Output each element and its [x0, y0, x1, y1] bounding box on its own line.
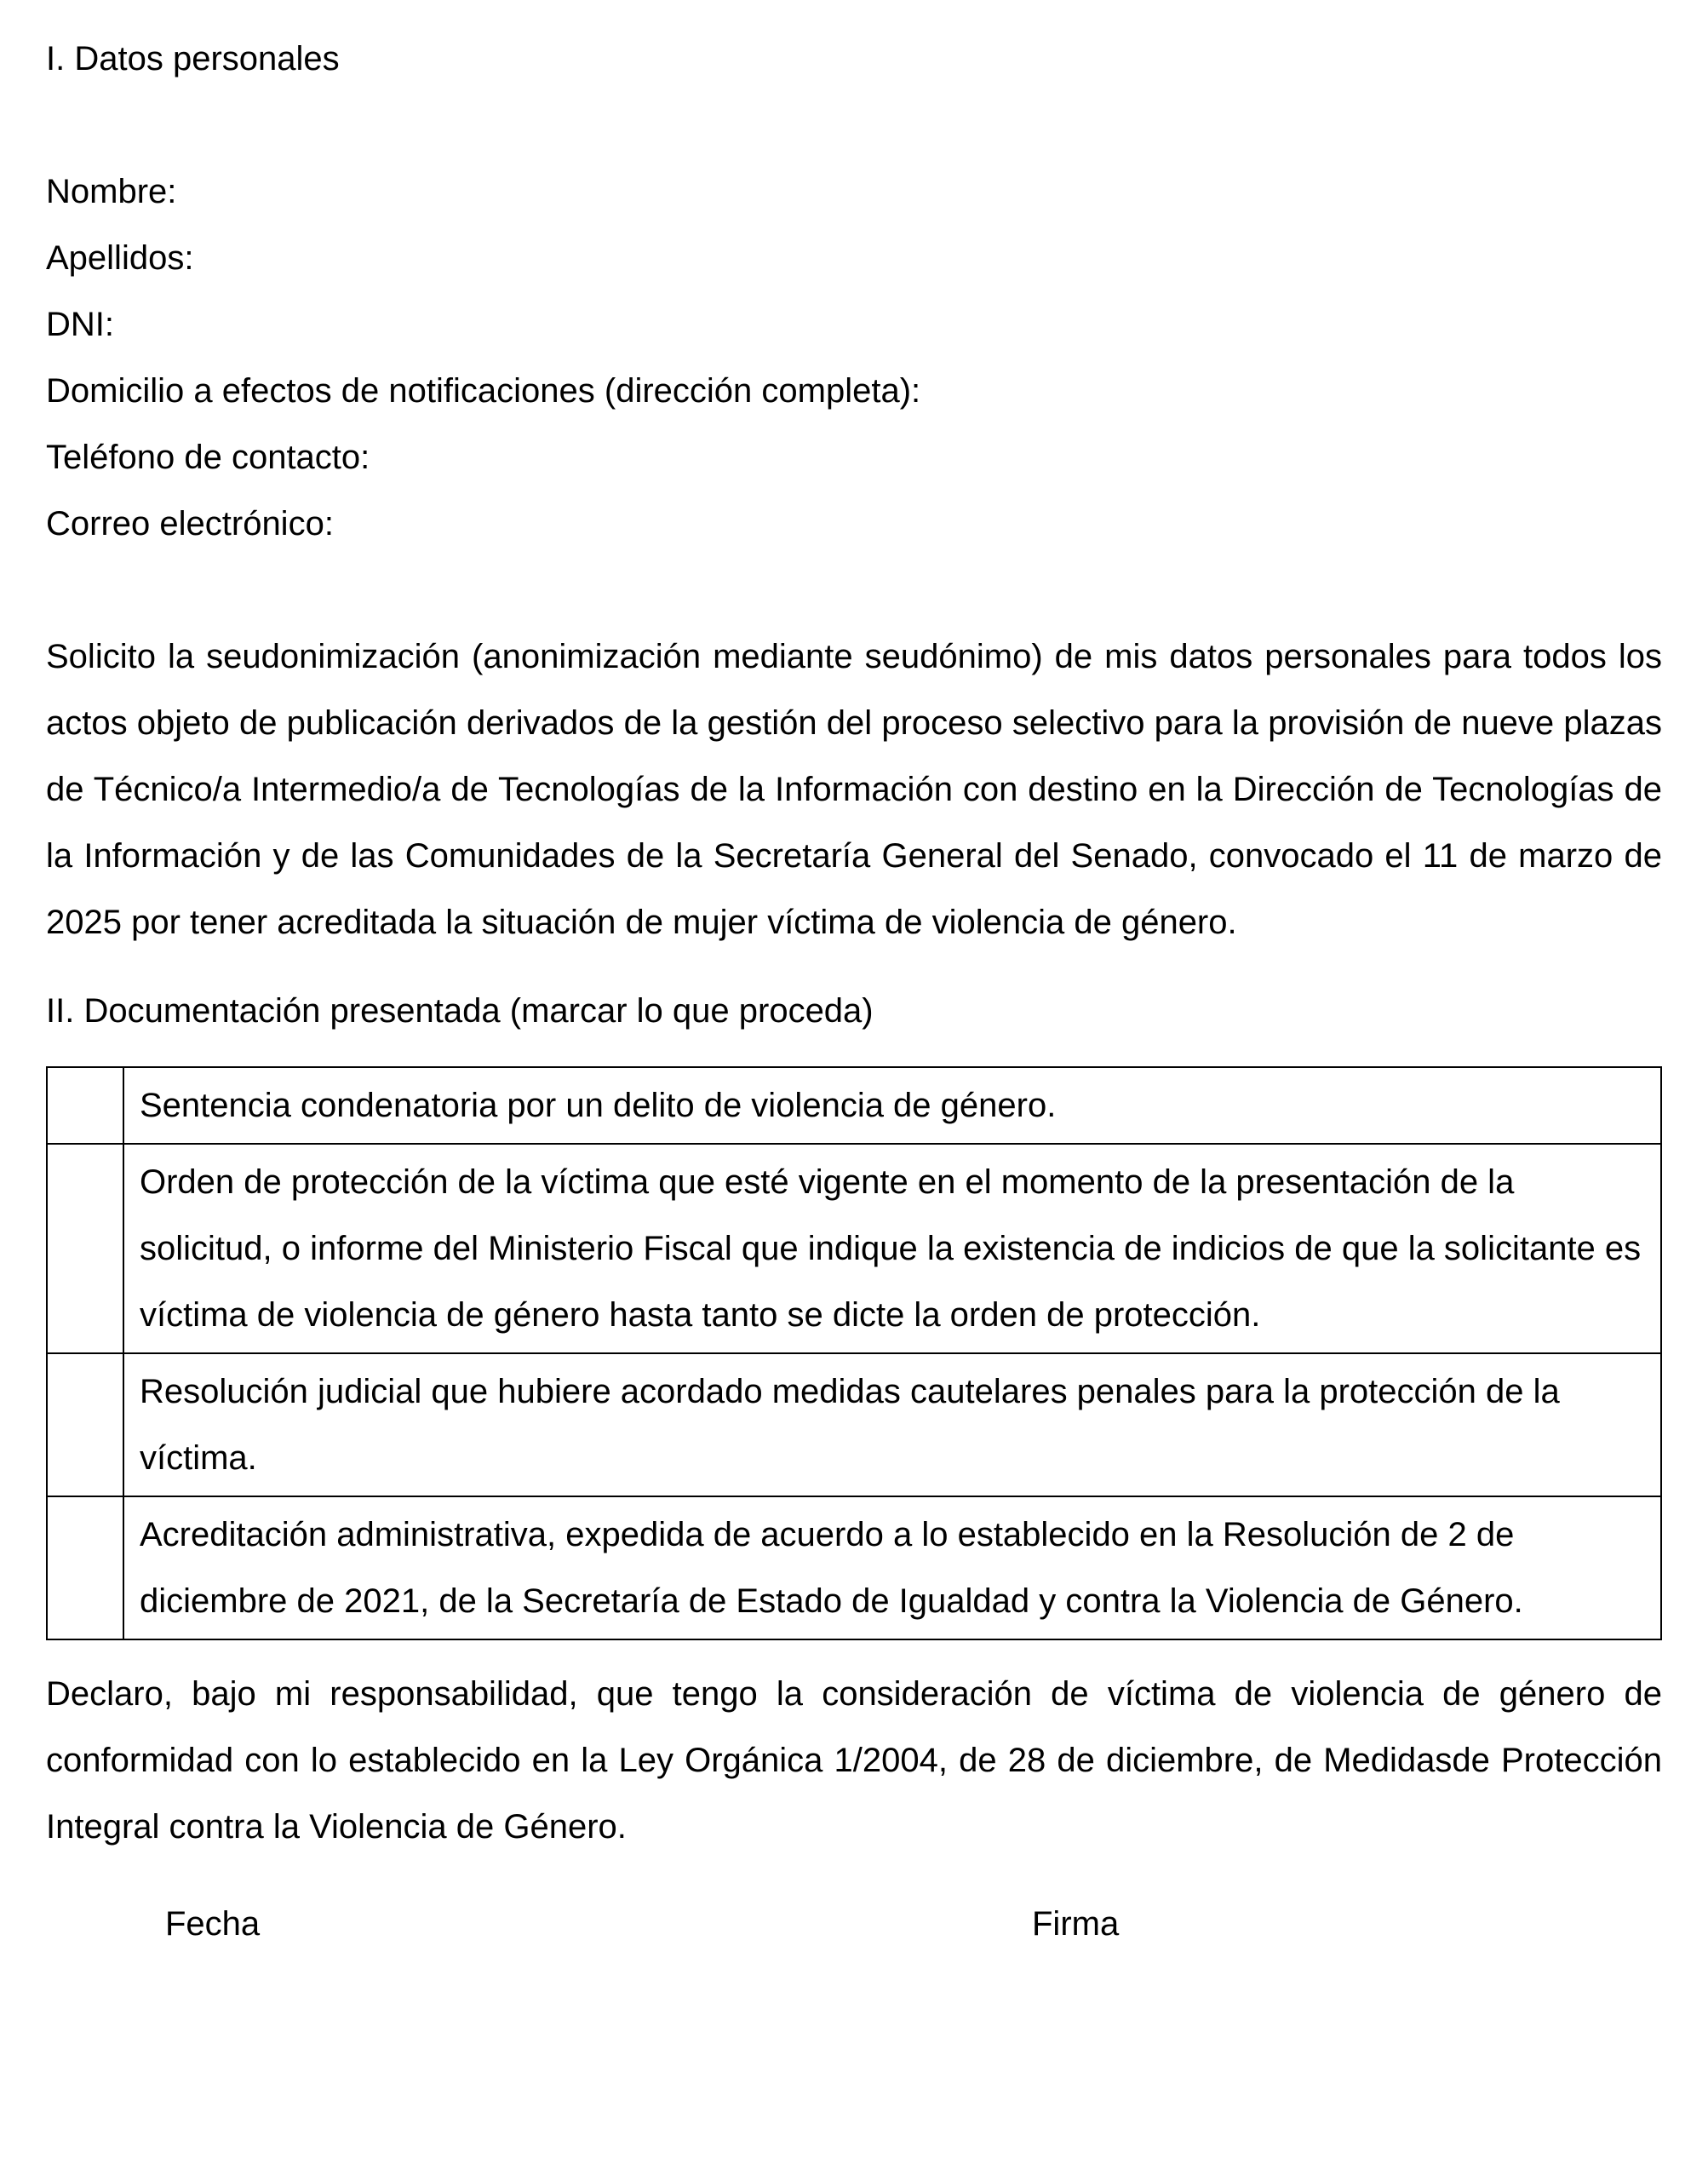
doc-option-orden-proteccion: Orden de protección de la víctima que esté vigente en el momento de la presentación de la solicitud, o informe del Ministerio Fiscal que indique la existencia de indicios de que la solicitante es víctima de violencia de género hasta tanto se dicte la orden de protección. [123, 1144, 1661, 1353]
date-label: Fecha [165, 1905, 261, 1943]
documentation-table [46, 1066, 1662, 1640]
checkbox-cell-acreditacion-administrativa [47, 1496, 123, 1639]
checkbox-cell-orden-proteccion [47, 1144, 123, 1353]
checkbox-cell-sentencia [47, 1067, 123, 1144]
table-row-acreditacion-administrativa [47, 1496, 1661, 1639]
section-1-title: I. Datos personales [46, 40, 340, 78]
declaration-paragraph: Declaro, bajo mi responsabilidad, que tengo la consideración de víctima de violencia de género de conformidad con lo establecido en la Ley Orgánica 1/2004, de 28 de diciembre, de Medidasde Protección Integral contra la Violencia de Género. [46, 1675, 1662, 1846]
field-label-telefono: Teléfono de contacto: [46, 439, 370, 476]
personal-data-fields [46, 158, 1662, 557]
doc-option-resolucion-judicial: Resolución judicial que hubiere acordado medidas cautelares penales para la protección de la víctima. [123, 1353, 1661, 1496]
signature-label: Firma [1032, 1905, 1120, 1943]
table-row-orden-proteccion [47, 1144, 1661, 1353]
section-2-title: II. Documentación presentada (marcar lo que proceda) [46, 992, 874, 1030]
field-label-correo: Correo electrónico: [46, 505, 334, 543]
signature-footer [46, 1891, 1662, 1957]
field-label-apellidos: Apellidos: [46, 239, 194, 277]
doc-option-acreditacion-administrativa: Acreditación administrativa, expedida de acuerdo a lo establecido en la Resolución de 2 de diciembre de 2021, de la Secretaría de Estado de Igualdad y contra la Violencia de Género. [123, 1496, 1661, 1639]
request-paragraph: Solicito la seudonimización (anonimización mediante seudónimo) de mis datos personales para todos los actos objeto de publicación derivados de la gestión del proceso selectivo para la provisión de nueve plazas de Técnico/a Intermedio/a de Tecnologías de la Información con destino en la Dirección de Tecnologías de la Información y de las Comunidades de la Secretaría General del Senado, convocado el 11 de marzo de 2025 por tener acreditada la situación de mujer víctima de violencia de género. [46, 638, 1662, 941]
table-row-resolucion-judicial [47, 1353, 1661, 1496]
field-label-domicilio: Domicilio a efectos de notificaciones (dirección completa): [46, 372, 921, 410]
field-label-nombre: Nombre: [46, 173, 177, 210]
table-row-sentencia [47, 1067, 1661, 1144]
checkbox-cell-resolucion-judicial [47, 1353, 123, 1496]
field-label-dni: DNI: [46, 306, 114, 343]
doc-option-sentencia: Sentencia condenatoria por un delito de violencia de género. [123, 1067, 1661, 1144]
